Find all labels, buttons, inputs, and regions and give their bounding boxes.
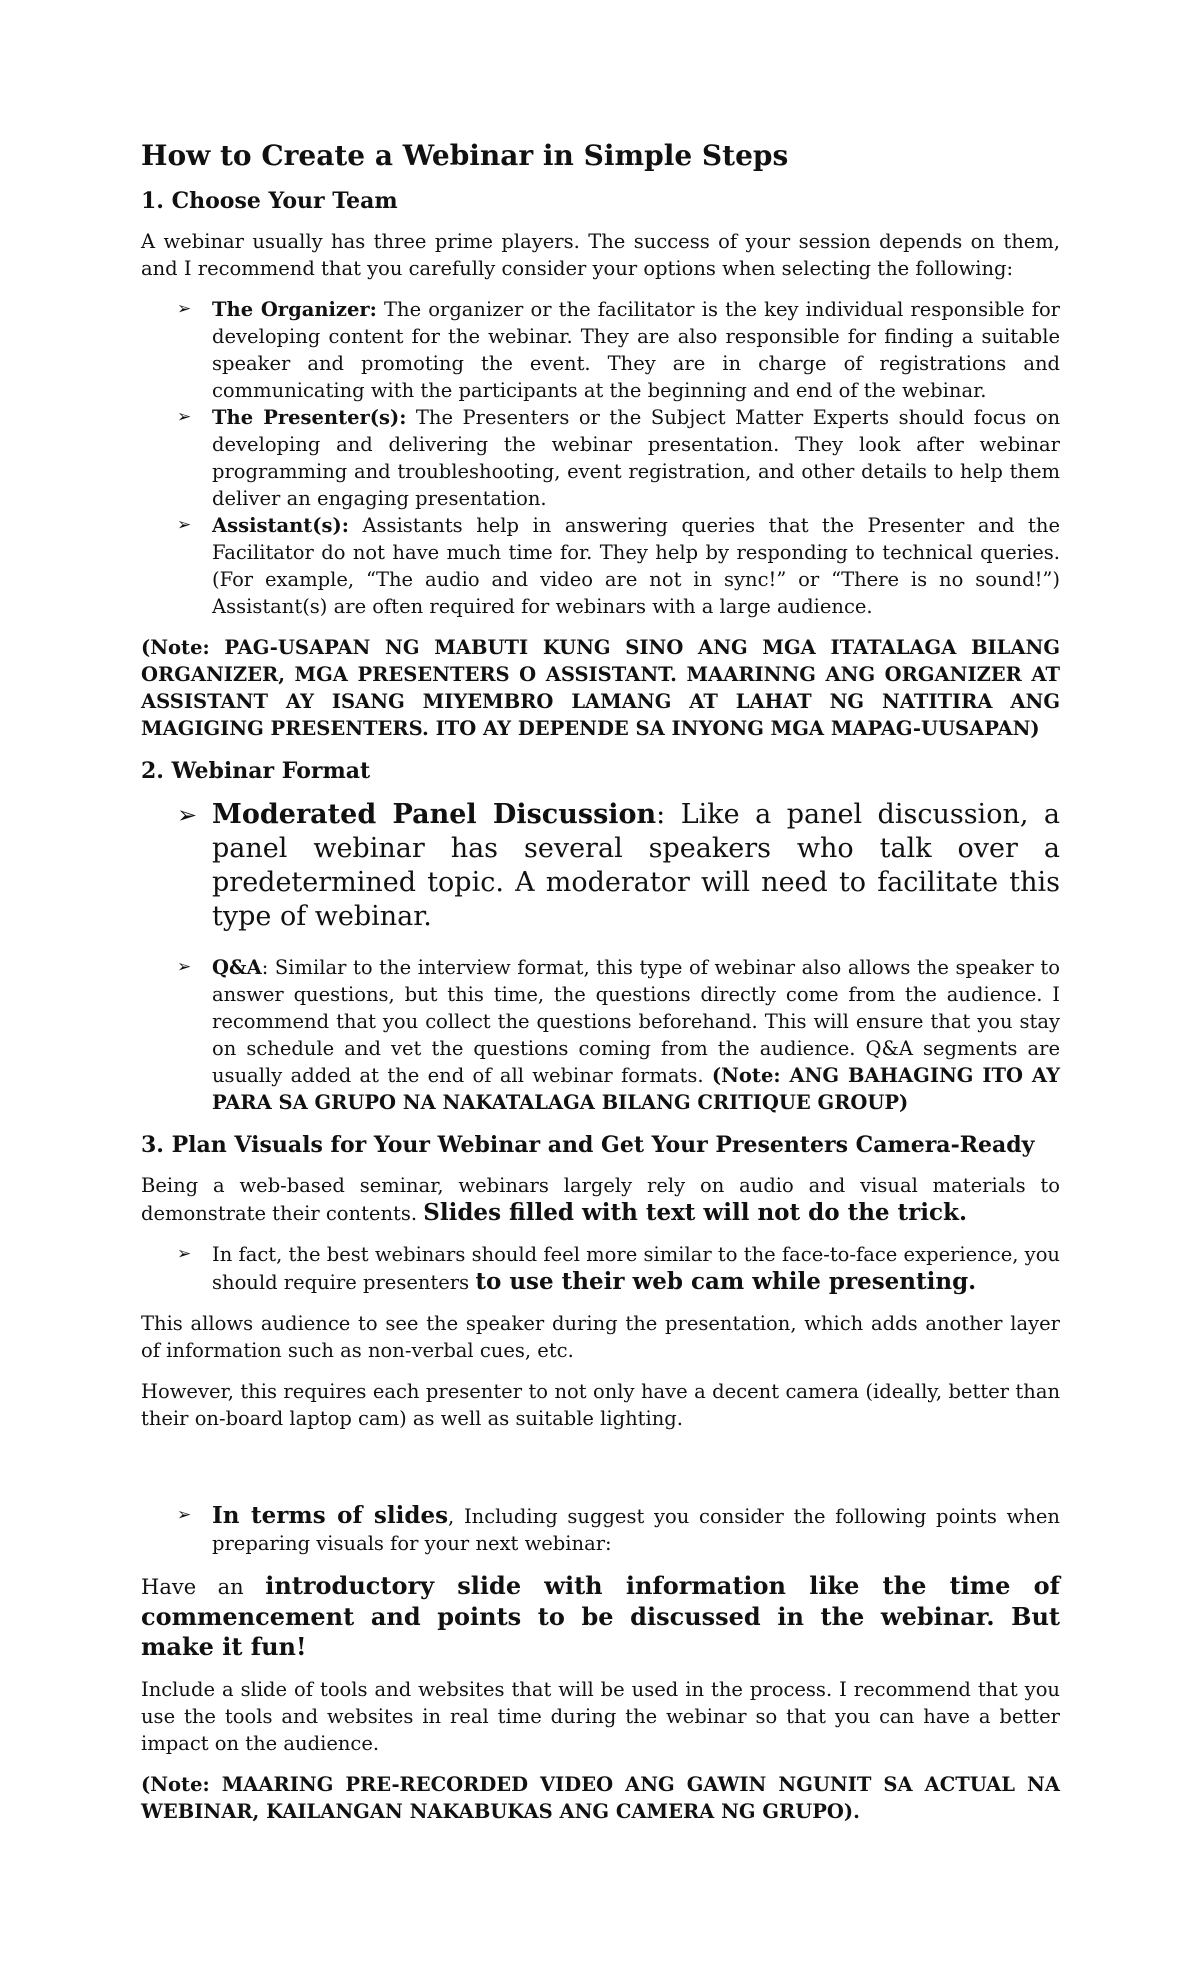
paragraph-introductory-slide	[141, 1571, 1060, 1662]
term-description: : Like a panel discussion, a panel webinar has several speakers who talk over a predetermined topic. A moderator will need to facilitate this type of webinar.	[212, 799, 1060, 932]
visuals-intro-emphasis: Slides filled with text will not do the trick.	[423, 1199, 967, 1226]
format-list-panel	[141, 798, 1060, 934]
visuals-intro-text: Being a web-based seminar, webinars largely rely on audio and visual materials to demonstrate their contents.	[141, 1174, 1060, 1225]
list-item-presenter	[141, 404, 1060, 512]
paragraph-camera: However, this requires each presenter to not only have a decent camera (ideally, better than their on-board laptop cam) as well as suitable lighting.	[141, 1380, 1060, 1430]
visuals-list-slides	[141, 1502, 1060, 1557]
arrow-bullet-icon: ➢	[177, 515, 192, 535]
slides-text: , Including suggest you consider the following points when preparing visuals for your next webinar:	[212, 1505, 1060, 1555]
term-description: The organizer or the facilitator is the key individual responsible for developing content for the webinar. They are also responsible for finding a suitable speaker and promoting the event. They are in charge of registrations and communicating with the participants at the beginning and end of the webinar.	[212, 298, 1061, 402]
list-item-assistant	[141, 512, 1060, 620]
term-description: Assistants help in answering queries that the Presenter and the Facilitator do not have much time for. They help by responding to technical queries. (For example, “The audio and video are not in sync!” or “There is no sound!”) Assistant(s) are often required for webinars with a large audience.	[212, 514, 1060, 618]
term-label: Q&A	[212, 956, 262, 979]
term-label: Assistant(s):	[212, 514, 349, 537]
visuals-list-webcam	[141, 1241, 1060, 1296]
list-item-qa	[141, 954, 1060, 1116]
arrow-bullet-icon: ➢	[177, 1505, 192, 1525]
section-heading-choose-team: 1. Choose Your Team	[141, 188, 398, 214]
intro-slide-text: Have an	[141, 1575, 266, 1599]
arrow-bullet-icon: ➢	[177, 801, 198, 829]
section-heading-webinar-format: 2. Webinar Format	[141, 758, 371, 784]
list-item-moderated-panel	[141, 798, 1060, 934]
note-team-selection: (Note: PAG-USAPAN NG MABUTI KUNG SINO ANG MGA ITATALAGA BILANG ORGANIZER, MGA PRESENTERS O ASSISTANT. MAARINNG ANG ORGANIZER AT ASSISTANT AY ISANG MIYEMBRO LAMANG AT LAHAT NG NATITIRA ANG MAGIGING PRESENTERS. ITO AY DEPENDE SA INYONG MGA MAPAG-UUSAPAN)	[141, 636, 1060, 740]
visuals-intro	[141, 1172, 1060, 1227]
section-heading-plan-visuals: 3. Plan Visuals for Your Webinar and Get Your Presenters Camera-Ready	[141, 1132, 1035, 1158]
slides-emphasis: In terms of slides	[212, 1502, 449, 1529]
arrow-bullet-icon: ➢	[177, 1244, 192, 1264]
note-critique-group: (Note: ANG BAHAGING ITO AY PARA SA GRUPO NA NAKATALAGA BILANG CRITIQUE GROUP)	[212, 1064, 1060, 1114]
note-camera: (Note: MAARING PRE-RECORDED VIDEO ANG GAWIN NGUNIT SA ACTUAL NA WEBINAR, KAILANGAN NAKABUKAS ANG CAMERA NG GRUPO).	[141, 1773, 1060, 1823]
list-item-slides	[141, 1502, 1060, 1557]
arrow-bullet-icon: ➢	[177, 407, 192, 427]
webcam-text: In fact, the best webinars should feel more similar to the face-to-face experience, you should require presenters	[212, 1243, 1060, 1294]
webcam-emphasis: to use their web cam while presenting.	[475, 1268, 977, 1295]
term-description: : Similar to the interview format, this type of webinar also allows the speaker to answer questions, but this time, the questions directly come from the audience. I recommend that you collect the questions beforehand. This will ensure that you stay on schedule and vet the questions coming from the audience. Q&A segments are usually added at the end of all webinar formats.	[212, 956, 1060, 1087]
term-description: The Presenters or the Subject Matter Experts should focus on developing and delivering the webinar presentation. They look after webinar programming and troubleshooting, event registration, and other details to help them deliver an engaging presentation.	[212, 406, 1061, 510]
paragraph-audience: This allows audience to see the speaker during the presentation, which adds another layer of information such as non-verbal cues, etc.	[141, 1312, 1060, 1362]
term-label: The Presenter(s):	[212, 406, 407, 429]
paragraph-tools: Include a slide of tools and websites that will be used in the process. I recommend that you use the tools and websites in real time during the webinar so that you can have a better impact on the audience.	[141, 1678, 1060, 1755]
arrow-bullet-icon: ➢	[177, 299, 192, 319]
term-label: The Organizer:	[212, 298, 377, 321]
intro-slide-emphasis: introductory slide with information like the time of commencement and points to be discussed in the webinar. But make it fun!	[141, 1571, 1060, 1661]
term-label: Moderated Panel Discussion	[212, 799, 657, 830]
blank-spacer	[141, 1446, 1060, 1502]
list-item-organizer	[141, 296, 1060, 404]
format-list-qa	[141, 954, 1060, 1116]
list-item-webcam	[141, 1241, 1060, 1296]
document-title: How to Create a Webinar in Simple Steps	[141, 139, 789, 172]
team-roles-list	[141, 296, 1060, 620]
section-intro: A webinar usually has three prime players. The success of your session depends on them, and I recommend that you carefully consider your options when selecting the following:	[141, 230, 1060, 280]
arrow-bullet-icon: ➢	[177, 957, 192, 977]
